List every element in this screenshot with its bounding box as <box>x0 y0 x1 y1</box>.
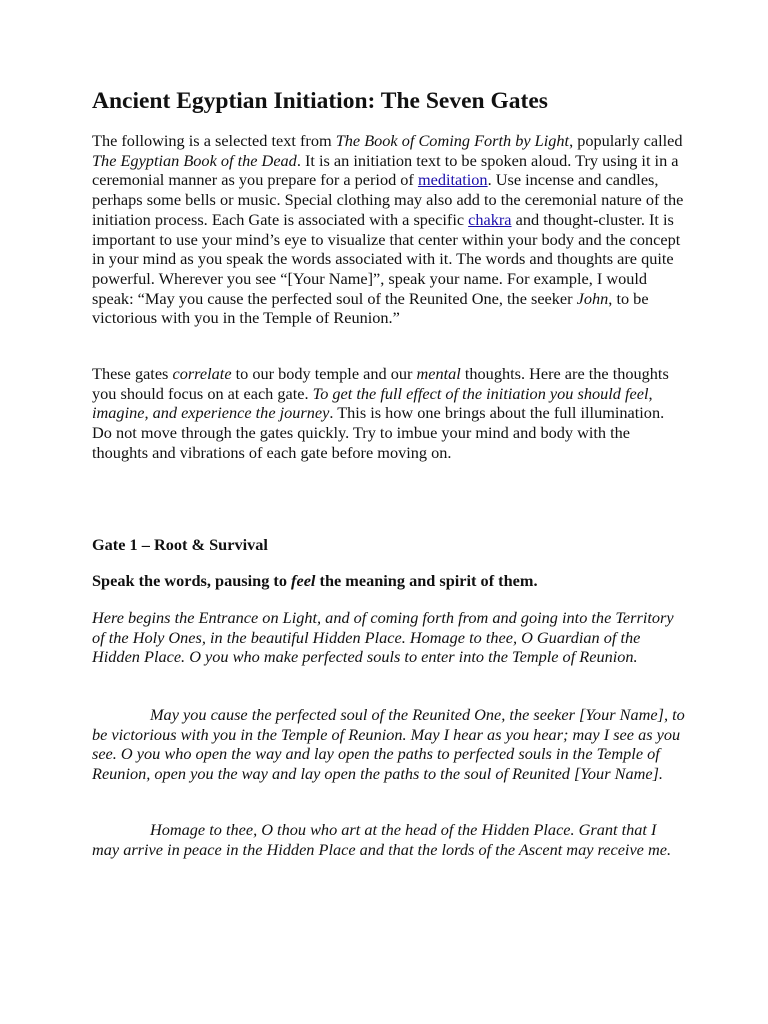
speak-text-2: the meaning and spirit of them. <box>315 571 538 590</box>
example-name: John <box>576 288 609 308</box>
gate-1-verse-3: Homage to thee, O thou who art at the head of the Hidden Place. Grant that I may arrive in peace in the Hidden Place and that the lords of the Ascent may receive me. <box>92 820 672 859</box>
gates-em-correlate: correlate <box>172 364 232 383</box>
intro-text-2: , popularly called <box>569 131 683 150</box>
book-title: The Book of Coming Forth by Light <box>335 131 570 150</box>
gates-em-mental: mental <box>416 364 461 383</box>
speak-em-feel: feel <box>291 571 316 590</box>
intro-paragraph <box>92 131 686 328</box>
gates-text-2: to our body temple and our <box>231 364 417 383</box>
speak-text-1: Speak the words, pausing to <box>92 571 292 590</box>
gates-em-effect: To get the full effect of the initiation you should feel, imagine, and experience the journey <box>92 383 653 423</box>
book-alt-title: The Egyptian Book of the Dead <box>92 150 297 170</box>
intro-text-4: . Use incense and candles, perhaps some bells or music. Special clothing may also add to the ceremonial nature of the initiation process. Each Gate is associated with a specific <box>92 170 684 229</box>
document-title: Ancient Egyptian Initiation: The Seven Gates <box>92 88 548 114</box>
gate-1-heading: Gate 1 – Root & Survival <box>92 535 268 554</box>
meditation-link[interactable]: meditation <box>417 170 488 190</box>
gate-1-verse-2: May you cause the perfected soul of the Reunited One, the seeker [Your Name], to be victorious with you in the Temple of Reunion. May I hear as you hear; may I see as you see. O you who open the way and lay open the paths to perfected souls in the Temple of Reunion, open you the way and lay open the paths to the soul of Reunited [Your Name]. <box>92 705 685 784</box>
intro-text-1: The following is a selected text from <box>92 131 336 150</box>
intro-text-6: , to be victorious with you in the Temple of Reunion.” <box>92 288 649 328</box>
gates-text-4: . This is how one brings about the full illumination. Do not move through the gates quickly. Try to imbue your mind and body with the thoughts and vibrations of each gate before moving on. <box>92 403 665 462</box>
intro-text-5: and thought-cluster. It is important to use your mind’s eye to visualize that center within your body and the concept in your mind as you speak the words associated with it. The words and thoughts are quite powerful. Wherever you see “[Your Name]”, speak your name. For example, I would speak: “May you cause the perfected soul of the Reunited One, the seeker <box>92 209 681 308</box>
chakra-link[interactable]: chakra <box>468 209 512 229</box>
gates-text-3: thoughts. Here are the thoughts you should focus on at each gate. <box>92 364 669 403</box>
intro-text-3: . It is an initiation text to be spoken aloud. Try using it in a ceremonial manner as you prepare for a period of <box>92 150 679 190</box>
gate-1-verse-1: Here begins the Entrance on Light, and of coming forth from and going into the Territory of the Holy Ones, in the beautiful Hidden Place. Homage to thee, O Guardian of the Hidden Place. O you who make perfected souls to enter into the Temple of Reunion. <box>92 608 674 667</box>
speak-instruction <box>92 571 538 591</box>
gates-paragraph <box>92 364 686 463</box>
gates-text-1: These gates <box>92 364 173 383</box>
